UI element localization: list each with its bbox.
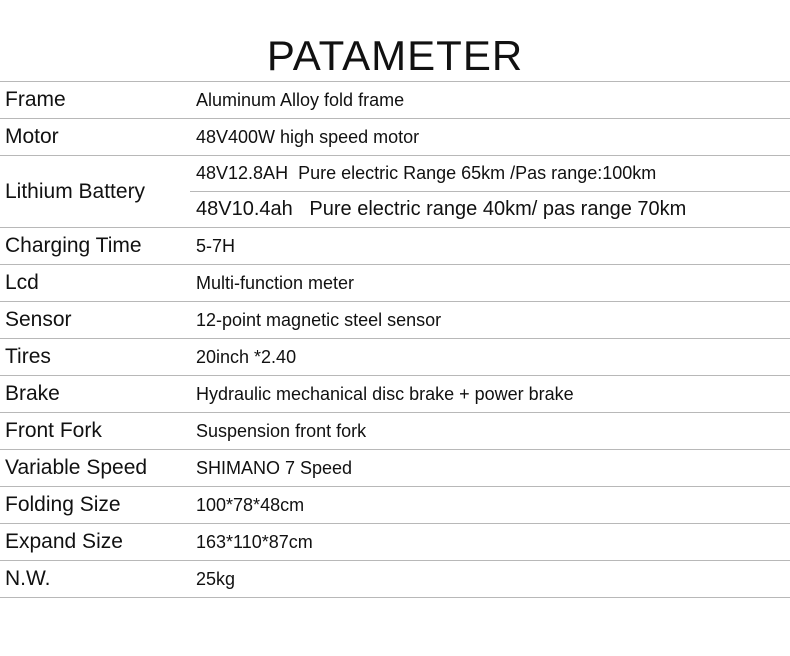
row-label-nw: N.W. [0,561,190,598]
row-label-charging-time: Charging Time [0,228,190,265]
row-value-folding-size: 100*78*48cm [190,487,790,524]
table-row-nw [0,561,790,598]
table-row-variable-speed [0,450,790,487]
row-value-motor: 48V400W high speed motor [190,119,790,156]
table-row-frame [0,82,790,119]
row-value-nw: 25kg [190,561,790,598]
row-value-battery-option-1: 48V12.8AH Pure electric Range 65km /Pas range:100km [190,156,790,192]
table-row-sensor [0,302,790,339]
table-row-lithium-battery [0,156,790,192]
parameter-table [0,81,790,598]
table-row-front-fork [0,413,790,450]
row-label-lithium-battery: Lithium Battery [0,156,190,228]
row-value-variable-speed: SHIMANO 7 Speed [190,450,790,487]
table-row-tires [0,339,790,376]
row-value-expand-size: 163*110*87cm [190,524,790,561]
row-value-battery-option-2: 48V10.4ah Pure electric range 40km/ pas range 70km [190,192,790,228]
row-label-variable-speed: Variable Speed [0,450,190,487]
table-row-charging-time [0,228,790,265]
row-label-front-fork: Front Fork [0,413,190,450]
row-label-motor: Motor [0,119,190,156]
row-value-tires: 20inch *2.40 [190,339,790,376]
row-value-brake: Hydraulic mechanical disc brake + power brake [190,376,790,413]
row-label-tires: Tires [0,339,190,376]
row-label-expand-size: Expand Size [0,524,190,561]
row-label-sensor: Sensor [0,302,190,339]
row-label-frame: Frame [0,82,190,119]
row-value-frame: Aluminum Alloy fold frame [190,82,790,119]
row-value-lcd: Multi-function meter [190,265,790,302]
table-row-brake [0,376,790,413]
row-label-lcd: Lcd [0,265,190,302]
table-row-expand-size [0,524,790,561]
row-value-front-fork: Suspension front fork [190,413,790,450]
table-row-lcd [0,265,790,302]
row-label-folding-size: Folding Size [0,487,190,524]
row-label-brake: Brake [0,376,190,413]
row-value-charging-time: 5-7H [190,228,790,265]
page-title: PATAMETER [266,32,524,79]
row-value-sensor: 12-point magnetic steel sensor [190,302,790,339]
table-row-folding-size [0,487,790,524]
table-row-motor [0,119,790,156]
